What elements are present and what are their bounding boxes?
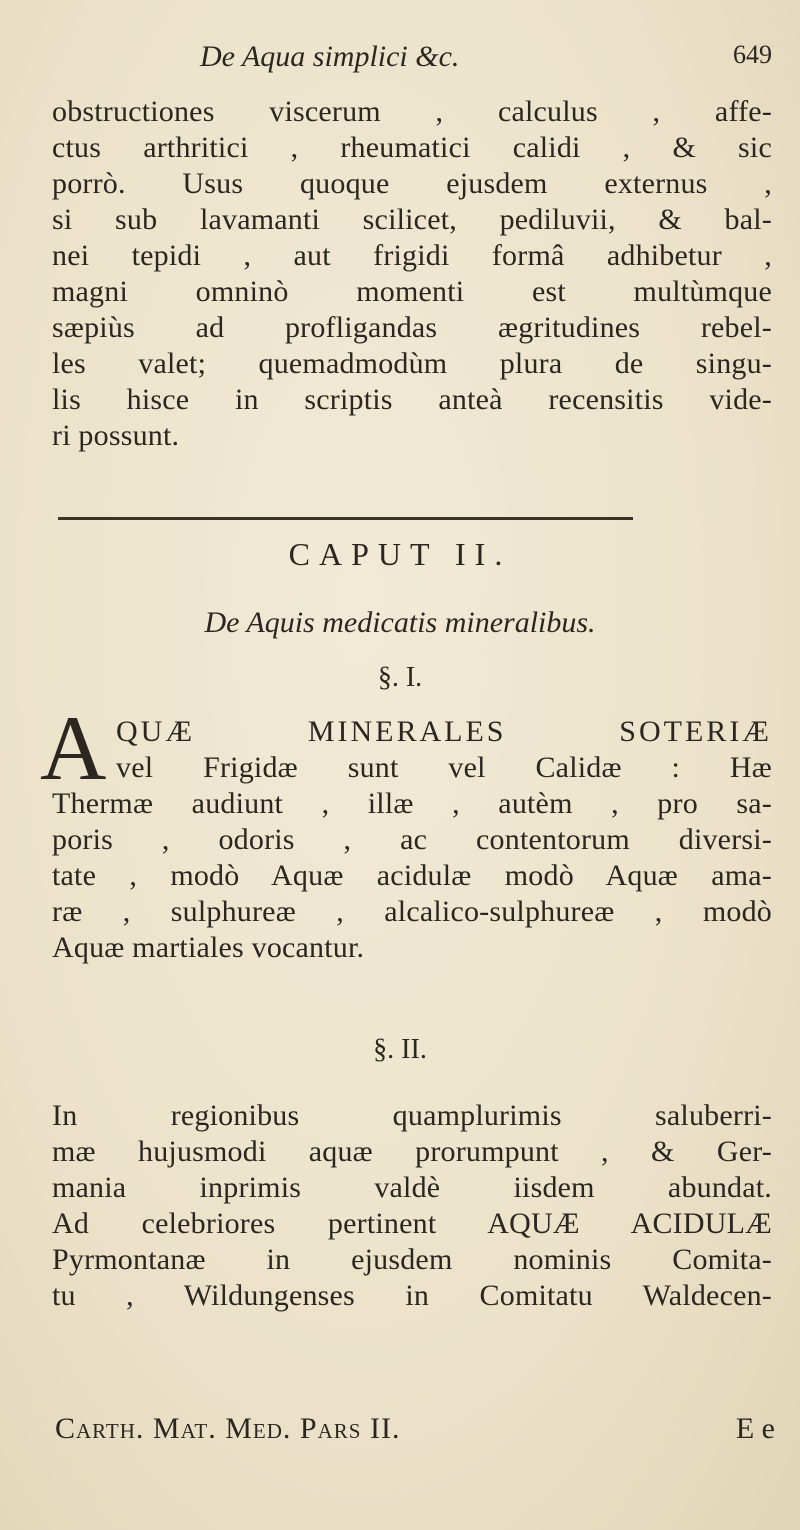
text-line: tate , modò Aquæ acidulæ modò Aquæ ama- bbox=[52, 859, 772, 892]
text-line: In regionibus quamplurimis saluberri- bbox=[52, 1099, 772, 1132]
catchword: E e bbox=[735, 1412, 775, 1445]
section-1-opening bbox=[116, 714, 772, 786]
section-divider bbox=[58, 517, 633, 520]
page-footer bbox=[55, 1412, 775, 1452]
text-line: poris , odoris , ac contentorum diversi- bbox=[52, 823, 772, 856]
chapter-subtitle: De Aquis medicatis mineralibus. bbox=[204, 606, 596, 639]
text-line: les valet; quemadmodùm plura de singu- bbox=[52, 347, 772, 380]
section-2-body bbox=[52, 1098, 772, 1314]
text-line: ri possunt. bbox=[52, 419, 180, 452]
section-label-1: §. I. bbox=[377, 662, 423, 693]
text-line: porrò. Usus quoque ejusdem externus , bbox=[52, 167, 772, 200]
text-line: mania inprimis valdè iisdem abundat. bbox=[52, 1171, 772, 1204]
text-line: magni omninò momenti est multùmque bbox=[52, 275, 772, 308]
page-number: 649 bbox=[733, 40, 772, 69]
text-line: Ad celebriores pertinent AQUÆ ACIDULÆ bbox=[52, 1207, 772, 1240]
text-line: ctus arthritici , rheumatici calidi , & sic bbox=[52, 131, 772, 164]
text-line: mæ hujusmodi aquæ prorumpunt , & Ger- bbox=[52, 1135, 772, 1168]
text-line: si sub lavamanti scilicet, pediluvii, & bal- bbox=[52, 203, 772, 236]
drop-cap: A bbox=[40, 697, 107, 799]
text-line: Pyrmontanæ in ejusdem nominis Comita- bbox=[52, 1243, 772, 1276]
text-line: Thermæ audiunt , illæ , autèm , pro sa- bbox=[52, 787, 772, 820]
text-line: QUÆ MINERALES SOTERIÆ bbox=[116, 715, 772, 748]
text-line: vel Frigidæ sunt vel Calidæ : Hæ bbox=[116, 751, 772, 784]
text-line: tu , Wildungenses in Comitatu Waldecen- bbox=[52, 1279, 772, 1312]
signature-mark: Carth. Mat. Med. Pars II. bbox=[55, 1412, 401, 1445]
chapter-heading: CAPUT II. bbox=[288, 536, 512, 572]
text-line: obstructiones viscerum , calculus , affe- bbox=[52, 95, 772, 128]
text-line: Aquæ martiales vocantur. bbox=[52, 931, 365, 964]
text-line: ræ , sulphureæ , alcalico-sulphureæ , modò bbox=[52, 895, 772, 928]
paragraph-top bbox=[52, 94, 772, 454]
text-line: lis hisce in scriptis anteà recensitis vide- bbox=[52, 383, 772, 416]
running-title: De Aqua simplici &c. bbox=[200, 40, 460, 73]
text-line: nei tepidi , aut frigidi formâ adhibetur , bbox=[52, 239, 772, 272]
text-line: sæpiùs ad profligandas ægritudines rebel- bbox=[52, 311, 772, 344]
page-header bbox=[52, 40, 772, 80]
section-label-2: §. II. bbox=[373, 1034, 427, 1065]
section-1-body bbox=[52, 786, 772, 966]
